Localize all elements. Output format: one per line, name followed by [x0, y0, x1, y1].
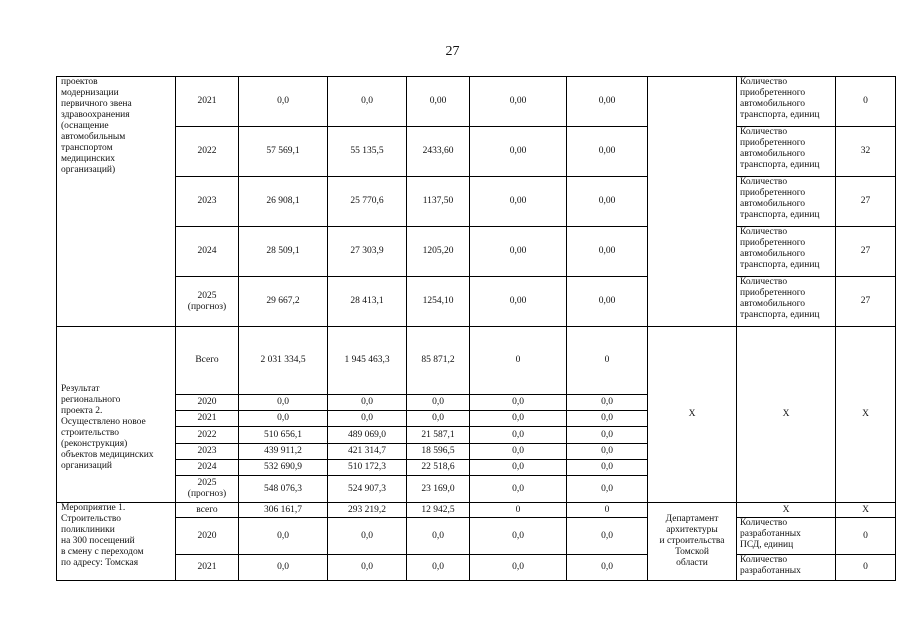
- year-cell: 2020: [176, 395, 239, 411]
- indicator-cell: Количество приобретенного автомобильного транспорта, единиц: [737, 77, 836, 127]
- total-cell: 0,0: [239, 555, 328, 581]
- federal-cell: 0,0: [328, 518, 407, 555]
- regional-cell: 1205,20: [407, 227, 470, 277]
- local-cell: 0: [470, 327, 567, 395]
- indicator-value-cell: 32: [836, 127, 896, 177]
- federal-cell: 28 413,1: [328, 277, 407, 327]
- indicator-cell: Количество приобретенного автомобильного транспорта, единиц: [737, 127, 836, 177]
- table-row: [57, 77, 896, 127]
- regional-cell: 0,0: [407, 411, 470, 427]
- regional-cell: 1254,10: [407, 277, 470, 327]
- federal-cell: 524 907,3: [328, 476, 407, 503]
- extra-cell: 0,00: [567, 177, 648, 227]
- federal-cell: 0,0: [328, 555, 407, 581]
- year-cell: 2024: [176, 227, 239, 277]
- local-cell: 0,00: [470, 127, 567, 177]
- indicator-value-cell: 0: [836, 77, 896, 127]
- indicator-value-cell: 27: [836, 277, 896, 327]
- extra-cell: 0,0: [567, 411, 648, 427]
- indicator-value-cell: 27: [836, 227, 896, 277]
- regional-cell: 0,0: [407, 395, 470, 411]
- total-cell: 439 911,2: [239, 444, 328, 460]
- table-row: [57, 227, 896, 277]
- extra-cell: 0,00: [567, 277, 648, 327]
- indicator-value-cell: 27: [836, 177, 896, 227]
- extra-cell: 0,0: [567, 460, 648, 476]
- table-row: [57, 127, 896, 177]
- local-cell: 0,00: [470, 277, 567, 327]
- local-cell: 0,0: [470, 444, 567, 460]
- regional-cell: 85 871,2: [407, 327, 470, 395]
- total-cell: 0,0: [239, 518, 328, 555]
- extra-cell: 0,0: [567, 476, 648, 503]
- extra-cell: 0,0: [567, 518, 648, 555]
- indicator-value-cell: X: [836, 327, 896, 503]
- local-cell: 0,0: [470, 427, 567, 444]
- extra-cell: 0: [567, 327, 648, 395]
- result-name-cell: Результат регионального проекта 2. Осуществлено новое строительство (реконструкция) объектов медицинских организаций: [57, 327, 176, 503]
- local-cell: 0,0: [470, 555, 567, 581]
- regional-cell: 2433,60: [407, 127, 470, 177]
- year-cell: 2022: [176, 127, 239, 177]
- year-cell: 2023: [176, 177, 239, 227]
- regional-cell: 18 596,5: [407, 444, 470, 460]
- table-row: [57, 555, 896, 581]
- program-table: [56, 76, 896, 581]
- table-row: [57, 177, 896, 227]
- executor-cell: X: [648, 327, 737, 503]
- year-cell: 2025 (прогноз): [176, 277, 239, 327]
- federal-cell: 1 945 463,3: [328, 327, 407, 395]
- regional-cell: 1137,50: [407, 177, 470, 227]
- table-row: [57, 277, 896, 327]
- year-cell: всего: [176, 503, 239, 518]
- local-cell: 0,0: [470, 460, 567, 476]
- extra-cell: 0: [567, 503, 648, 518]
- federal-cell: 293 219,2: [328, 503, 407, 518]
- regional-cell: 21 587,1: [407, 427, 470, 444]
- total-cell: 0,0: [239, 77, 328, 127]
- federal-cell: 489 069,0: [328, 427, 407, 444]
- total-cell: 0,0: [239, 411, 328, 427]
- total-cell: 532 690,9: [239, 460, 328, 476]
- year-cell: 2023: [176, 444, 239, 460]
- indicator-cell: X: [737, 503, 836, 518]
- regional-cell: 0,00: [407, 77, 470, 127]
- total-cell: 510 656,1: [239, 427, 328, 444]
- indicator-cell: Количество приобретенного автомобильного транспорта, единиц: [737, 277, 836, 327]
- indicator-value-cell: 0: [836, 518, 896, 555]
- federal-cell: 421 314,7: [328, 444, 407, 460]
- regional-cell: 22 518,6: [407, 460, 470, 476]
- total-cell: 2 031 334,5: [239, 327, 328, 395]
- federal-cell: 25 770,6: [328, 177, 407, 227]
- federal-cell: 0,0: [328, 395, 407, 411]
- federal-cell: 27 303,9: [328, 227, 407, 277]
- year-cell: 2021: [176, 555, 239, 581]
- local-cell: 0,00: [470, 177, 567, 227]
- federal-cell: 510 172,3: [328, 460, 407, 476]
- indicator-value-cell: 0: [836, 555, 896, 581]
- activity-name-cell: проектов модернизации первичного звена здравоохранения (оснащение автомобильным транспортом медицинских организаций): [57, 77, 176, 327]
- total-cell: 548 076,3: [239, 476, 328, 503]
- extra-cell: 0,00: [567, 227, 648, 277]
- total-cell: 0,0: [239, 395, 328, 411]
- total-cell: 29 667,2: [239, 277, 328, 327]
- total-cell: 57 569,1: [239, 127, 328, 177]
- year-cell: 2022: [176, 427, 239, 444]
- local-cell: 0,0: [470, 518, 567, 555]
- regional-cell: 23 169,0: [407, 476, 470, 503]
- extra-cell: 0,00: [567, 77, 648, 127]
- year-cell: 2021: [176, 77, 239, 127]
- year-cell: 2025 (прогноз): [176, 476, 239, 503]
- local-cell: 0,00: [470, 227, 567, 277]
- indicator-cell: X: [737, 327, 836, 503]
- extra-cell: 0,0: [567, 444, 648, 460]
- local-cell: 0,0: [470, 476, 567, 503]
- year-cell: 2024: [176, 460, 239, 476]
- table-row: [57, 503, 896, 518]
- extra-cell: 0,0: [567, 395, 648, 411]
- year-cell: 2021: [176, 411, 239, 427]
- executor-cell: [648, 77, 737, 327]
- table-row: [57, 518, 896, 555]
- page-number: 27: [445, 44, 460, 59]
- executor-cell: Департамент архитектуры и строительства Томской области: [648, 503, 737, 581]
- total-cell: 306 161,7: [239, 503, 328, 518]
- regional-cell: 0,0: [407, 555, 470, 581]
- activity-name-cell: Мероприятие 1. Строительство поликлиники на 300 посещений в смену с переходом по адресу: Томская: [57, 503, 176, 581]
- indicator-cell: Количество приобретенного автомобильного транспорта, единиц: [737, 227, 836, 277]
- extra-cell: 0,00: [567, 127, 648, 177]
- regional-cell: 0,0: [407, 518, 470, 555]
- table-row: [57, 327, 896, 395]
- federal-cell: 0,0: [328, 77, 407, 127]
- indicator-value-cell: X: [836, 503, 896, 518]
- local-cell: 0,00: [470, 77, 567, 127]
- indicator-cell: Количество разработанных: [737, 555, 836, 581]
- extra-cell: 0,0: [567, 555, 648, 581]
- year-cell: 2020: [176, 518, 239, 555]
- indicator-cell: Количество разработанных ПСД, единиц: [737, 518, 836, 555]
- federal-cell: 0,0: [328, 411, 407, 427]
- year-cell: Всего: [176, 327, 239, 395]
- local-cell: 0,0: [470, 411, 567, 427]
- extra-cell: 0,0: [567, 427, 648, 444]
- regional-cell: 12 942,5: [407, 503, 470, 518]
- total-cell: 26 908,1: [239, 177, 328, 227]
- indicator-cell: Количество приобретенного автомобильного транспорта, единиц: [737, 177, 836, 227]
- local-cell: 0,0: [470, 395, 567, 411]
- total-cell: 28 509,1: [239, 227, 328, 277]
- local-cell: 0: [470, 503, 567, 518]
- federal-cell: 55 135,5: [328, 127, 407, 177]
